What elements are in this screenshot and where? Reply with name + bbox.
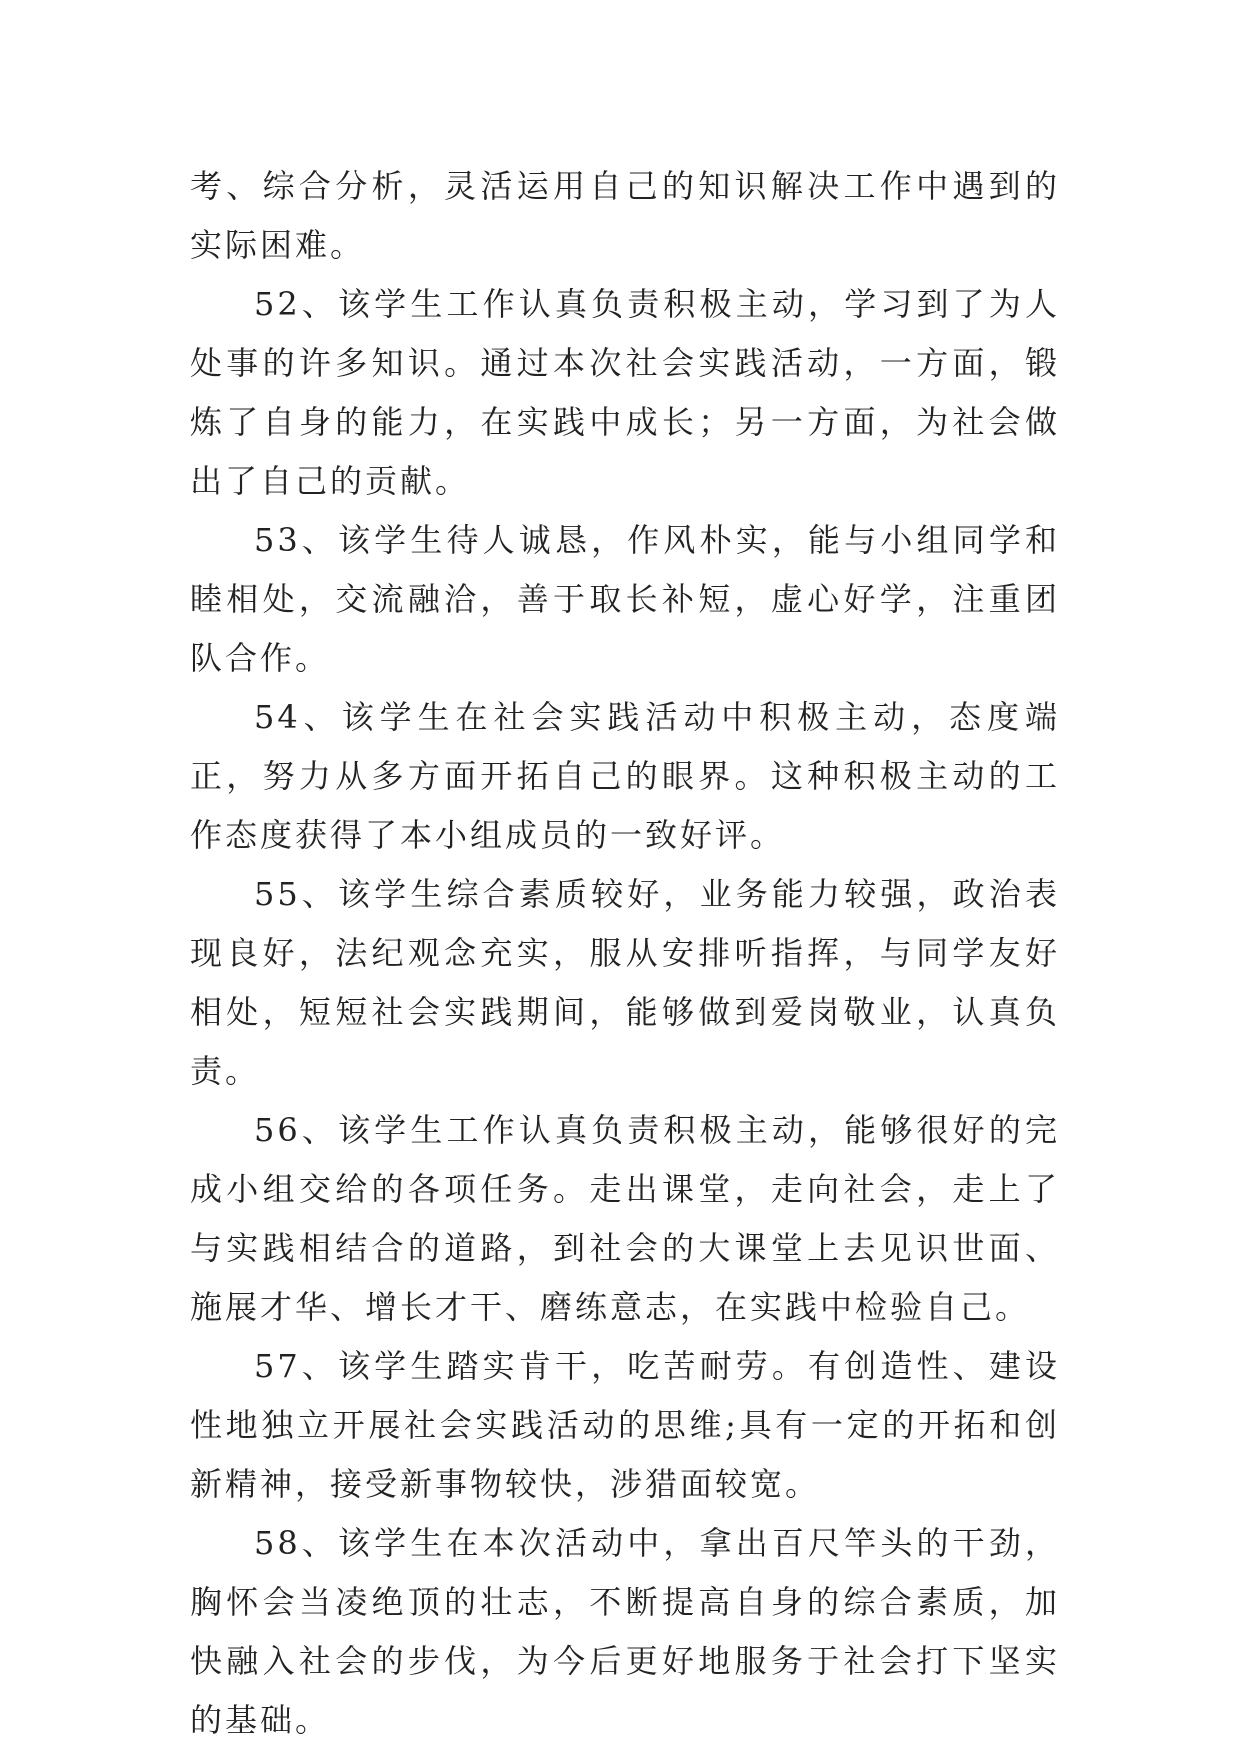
paragraph-53: 53、该学生待人诚恳，作风朴实，能与小组同学和睦相处，交流融洽，善于取长补短，虚心好学，注重团队合作。 xyxy=(190,521,1060,677)
paragraph-54: 54、该学生在社会实践活动中积极主动，态度端正，努力从多方面开拓自己的眼界。这种积极主动的工作态度获得了本小组成员的一致好评。 xyxy=(190,698,1060,854)
paragraph-55: 55、该学生综合素质较好，业务能力较强，政治表现良好，法纪观念充实，服从安排听指挥，与同学友好相处，短短社会实践期间，能够做到爱岗敬业，认真负责。 xyxy=(190,875,1060,1090)
paragraph-continuation: 考、综合分析，灵活运用自己的知识解决工作中遇到的实际困难。 xyxy=(190,167,1060,264)
document-body xyxy=(190,157,1060,1750)
paragraph-56: 56、该学生工作认真负责积极主动，能够很好的完成小组交给的各项任务。走出课堂，走向社会，走上了与实践相结合的道路，到社会的大课堂上去见识世面、施展才华、增长才干、磨练意志，在实践中检验自己。 xyxy=(190,1111,1060,1326)
paragraph-58: 58、该学生在本次活动中，拿出百尺竿头的干劲，胸怀会当凌绝顶的壮志，不断提高自身的综合素质，加快融入社会的步伐，为今后更好地服务于社会打下坚实的基础。 xyxy=(190,1524,1060,1739)
paragraph-52: 52、该学生工作认真负责积极主动，学习到了为人处事的许多知识。通过本次社会实践活动，一方面，锻炼了自身的能力，在实践中成长；另一方面，为社会做出了自己的贡献。 xyxy=(190,285,1060,500)
paragraph-57: 57、该学生踏实肯干，吃苦耐劳。有创造性、建设性地独立开展社会实践活动的思维;具有一定的开拓和创新精神，接受新事物较快，涉猎面较宽。 xyxy=(190,1347,1060,1503)
